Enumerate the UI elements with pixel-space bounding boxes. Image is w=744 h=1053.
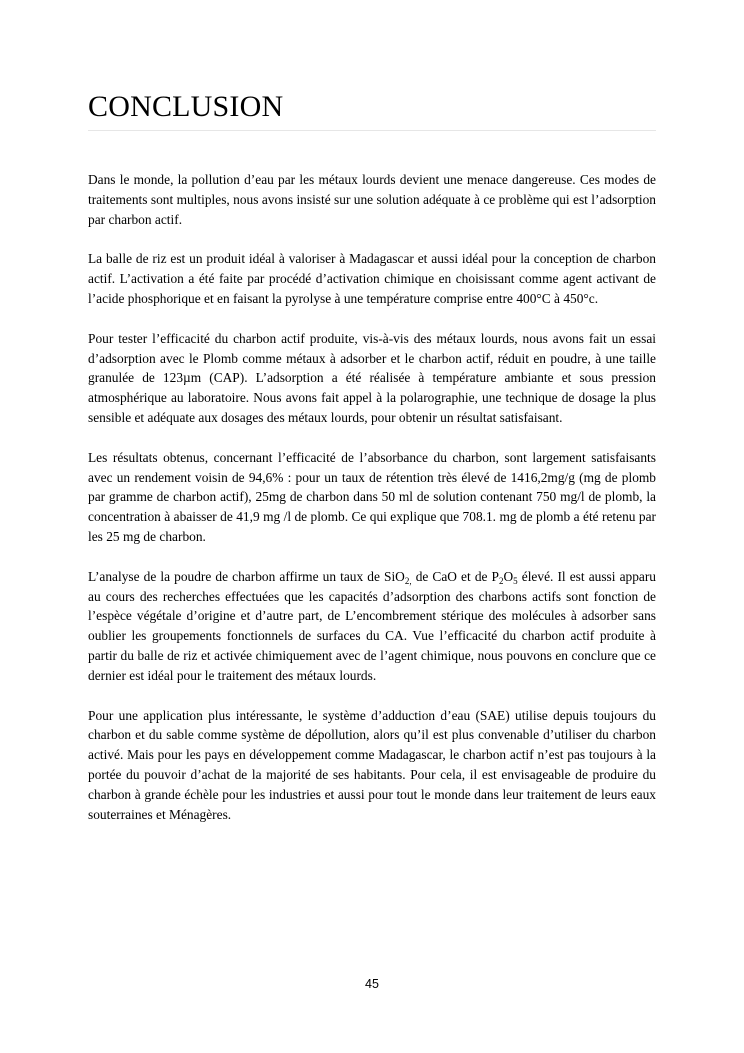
analysis-text-part2: de CaO et de P xyxy=(411,568,499,584)
p2o5-subscript-p: 2 xyxy=(499,575,504,586)
paragraph-pollution-intro: Dans le monde, la pollution d’eau par les métaux lourds devient une menace dangereuse. Ces modes de traitements sont multiples, nous avons insisté sur une solution adéquate à ce problème qui est l’adsorption par charbon actif. xyxy=(88,172,656,227)
p2o5-subscript-o: 5 xyxy=(513,575,518,586)
sio2-subscript: 2, xyxy=(404,575,412,586)
paragraph-rice-husk: La balle de riz est un produit idéal à valoriser à Madagascar et aussi idéal pour la conception de charbon actif. L’activation a été faite par procédé d’activation chimique en choisissant comme agent activant de l’acide phosphorique et en faisant la pyrolyse à une température comprise entre 400°C à 450°c. xyxy=(88,251,656,306)
paragraph-charcoal-analysis xyxy=(88,567,656,686)
page-number: 45 xyxy=(365,977,379,991)
paragraph-adsorption-test: Pour tester l’efficacité du charbon actif produite, vis-à-vis des métaux lourds, nous avons fait un essai d’adsorption avec le Plomb comme métaux à adsorber et le charbon actif, réduit en poudre, à une taille granulée de 123µm (CAP). L’adsorption a été réalisée à température ambiante et sous pression atmosphérique au laboratoire. Nous avons fait appel à la polarographie, une technique de dosage la plus sensible et adéquate aux dosages des métaux lourds, pour obtenir un résultat satisfaisant. xyxy=(88,330,656,425)
body-text xyxy=(88,170,656,844)
analysis-text-part4: élevé. Il est aussi apparu au cours des recherches effectuées que les capacités d’adsorption des charbons actifs sont fonction de l’espèce végétale d’origine et d’autre part, de L’encombrement stérique des molécules à adsorber sans oublier les groupements fonctionnels de surfaces du CA. Vue l’efficacité du charbon actif produite à partir du balle de riz et activée chimiquement avec de l’agent chimique, nous pouvons en conclure que ce dernier est idéal pour le traitement des métaux lourds. xyxy=(88,568,657,683)
paragraph-application: Pour une application plus intéressante, le système d’adduction d’eau (SAE) utilise depuis toujours du charbon et du sable comme système de dépollution, alors qu’il est plus convenable d’utiliser du charbon activé. Mais pour les pays en développement comme Madagascar, le charbon actif n’est pas toujours à la portée du pouvoir d’achat de la majorité de ses habitants. Pour cela, il est envisageable de produire du charbon à grande échèle pour les industries et aussi pour tout le monde dans leur traitement de leurs eaux souterraines et Ménagères. xyxy=(88,707,656,822)
analysis-text-part3: O xyxy=(503,568,514,584)
page-title: CONCLUSION xyxy=(88,88,656,131)
analysis-text-part1: L’analyse de la poudre de charbon affirme un taux de SiO xyxy=(88,568,405,584)
paragraph-results: Les résultats obtenus, concernant l’efficacité de l’absorbance du charbon, sont largement satisfaisants avec un rendement voisin de 94,6% : pour un taux de rétention très élevé de 1416,2mg/g (mg de plomb par gramme de charbon actif), 25mg de charbon dans 50 ml de solution contenant 750 mg/l de plomb, la concentration à abaisser de 41,9 mg /l de plomb. Ce qui explique que 708.1. mg de plomb a été retenu par les 25 mg de charbon. xyxy=(88,449,656,544)
